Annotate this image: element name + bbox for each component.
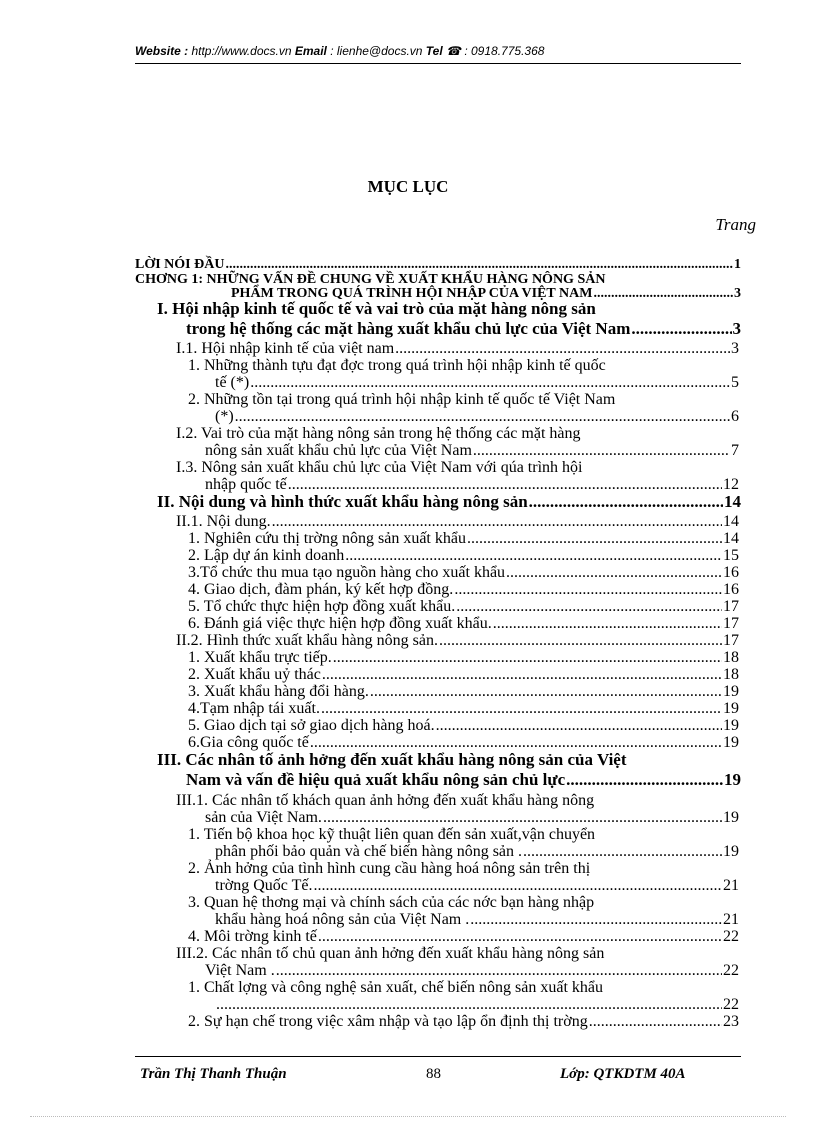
toc-entry[interactable]: 1. Tiến bộ khoa học kỹ thuật liên quan đến sản xuất,vận chuyển bbox=[188, 826, 596, 843]
toc-entry[interactable]: Nam và vấn đề hiệu quả xuất khẩu nông sản chủ lực ..... 19 bbox=[186, 771, 741, 788]
footer-class: Lớp: QTKDTM 40A bbox=[560, 1066, 686, 1082]
toc-entry[interactable]: 3. Quan hệ thơng mại và chính sách của các nớc bạn hàng nhập bbox=[188, 894, 595, 911]
footer-author: Trần Thị Thanh Thuận bbox=[140, 1066, 287, 1082]
toc-entry[interactable]: 2. Những tồn tại trong quá trình hội nhập kinh tế quốc tế Việt Nam bbox=[188, 391, 616, 408]
toc-entry[interactable]: nông sản xuất khẩu chủ lực của Việt Nam ..... 7 bbox=[205, 442, 739, 459]
page-column-label: Trang bbox=[715, 215, 756, 234]
toc-entry[interactable]: tế (*) ..... 5 bbox=[215, 374, 739, 391]
page-bottom-divider bbox=[30, 1116, 786, 1117]
toc-entry[interactable]: II. Nội dung và hình thức xuất khẩu hàng nông sản ..... 14 bbox=[157, 493, 741, 510]
toc-entry[interactable]: 3.Tổ chức thu mua tạo nguồn hàng cho xuất khẩu ..... 16 bbox=[188, 564, 739, 581]
toc-entry[interactable]: I.2. Vai trò của mặt hàng nông sản trong hệ thống các mặt hàng bbox=[176, 425, 581, 442]
toc-entry[interactable]: 2. Ảnh hởng của tình hình cung cầu hàng hoá nông sản trên thị bbox=[188, 860, 591, 877]
website-label: Website : bbox=[135, 44, 189, 58]
toc-entry[interactable]: sản của Việt Nam. ..... 19 bbox=[205, 809, 739, 826]
tel-label: Tel bbox=[425, 44, 443, 58]
email-label: Email bbox=[294, 44, 327, 58]
toc-entry[interactable]: I.1. Hội nhập kinh tế của việt nam ..... 3 bbox=[176, 340, 739, 357]
toc-entry[interactable]: 5. Tổ chức thực hiện hợp đồng xuất khẩu. ..... 17 bbox=[188, 598, 739, 615]
toc-entry[interactable]: khẩu hàng hoá nông sản của Việt Nam . ..... 21 bbox=[215, 911, 739, 928]
phone-icon: ☎ bbox=[446, 44, 461, 58]
toc-entry[interactable]: 2. Sự hạn chế trong việc xâm nhập và tạo lập ổn định thị trờng ..... 23 bbox=[188, 1013, 739, 1030]
toc-entry[interactable]: PHẨM TRONG QUÁ TRÌNH HỘI NHẬP CỦA VIỆT NAM ..... 3 bbox=[231, 285, 741, 302]
toc-entry[interactable]: 6. Đánh giá việc thực hiện hợp đồng xuất khẩu. ..... 17 bbox=[188, 615, 739, 632]
toc-entry[interactable]: 5. Giao dịch tại sở giao dịch hàng hoá. ..... 19 bbox=[188, 717, 739, 734]
footer-page-number: 88 bbox=[426, 1066, 441, 1082]
toc-entry[interactable]: nhập quốc tế ..... 12 bbox=[205, 476, 739, 493]
tel-number: : 0918.775.368 bbox=[464, 44, 545, 58]
toc-entry[interactable]: 4. Giao dịch, đàm phán, ký kết hợp đồng. ..... 16 bbox=[188, 581, 739, 598]
toc-entry[interactable]: LỜI NÓI ĐẦU ..... 1 bbox=[135, 256, 741, 273]
toc-entry[interactable]: II.1. Nội dung. ..... 14 bbox=[176, 513, 739, 530]
footer-rule bbox=[135, 1056, 741, 1057]
toc-entry[interactable]: III. Các nhân tố ảnh hởng đến xuất khẩu hàng nông sản của Việt bbox=[157, 750, 627, 769]
toc-entry[interactable]: 2. Xuất khẩu uỷ thác ..... 18 bbox=[188, 666, 739, 683]
toc-entry[interactable]: I.3. Nông sản xuất khẩu chủ lực của Việt Nam với qúa trình hội bbox=[176, 459, 583, 476]
toc-entry[interactable]: 4.Tạm nhập tái xuất. ..... 19 bbox=[188, 700, 739, 717]
toc-entry[interactable]: 1. Nghiên cứu thị trờng nông sản xuất khẩu ..... 14 bbox=[188, 530, 739, 547]
page-title: MỤC LỤC bbox=[367, 177, 449, 196]
toc-entry[interactable]: CHƠNG 1: NHỮNG VẤN ĐỀ CHUNG VỀ XUẤT KHẨU HÀNG NÔNG SẢN bbox=[135, 272, 606, 287]
toc-entry[interactable]: 2. Lập dự án kinh doanh ..... 15 bbox=[188, 547, 739, 564]
toc-entry[interactable]: 4. Môi trờng kinh tế ..... 22 bbox=[188, 928, 739, 945]
toc-entry[interactable]: 1. Xuất khẩu trực tiếp. ..... 18 bbox=[188, 649, 739, 666]
email-address[interactable]: : lienhe@docs.vn bbox=[330, 44, 423, 58]
toc-entry[interactable]: Việt Nam . ..... 22 bbox=[205, 962, 739, 979]
toc-entry[interactable]: ..... 22 bbox=[215, 996, 739, 1013]
toc-entry[interactable]: III.1. Các nhân tố khách quan ảnh hởng đến xuất khẩu hàng nông bbox=[176, 792, 595, 809]
toc-entry[interactable]: II.2. Hình thức xuất khẩu hàng nông sản. ..... 17 bbox=[176, 632, 739, 649]
toc-entry[interactable]: trờng Quốc Tế. ..... 21 bbox=[215, 877, 739, 894]
toc-entry[interactable]: 1. Chất lợng và công nghệ sản xuất, chế biến nông sản xuất khẩu bbox=[188, 979, 604, 996]
toc-entry[interactable]: 3. Xuất khẩu hàng đổi hàng. ..... 19 bbox=[188, 683, 739, 700]
toc-entry[interactable]: (*) ..... 6 bbox=[215, 408, 739, 425]
website-url[interactable]: http://www.docs.vn bbox=[191, 44, 292, 58]
toc-entry[interactable]: I. Hội nhập kinh tế quốc tế và vai trò của mặt hàng nông sản bbox=[157, 299, 596, 318]
toc-entry[interactable]: III.2. Các nhân tố chủ quan ảnh hởng đến xuất khẩu hàng nông sản bbox=[176, 945, 605, 962]
toc-entry[interactable]: 6.Gia công quốc tế ..... 19 bbox=[188, 734, 739, 751]
toc-entry[interactable]: trong hệ thống các mặt hàng xuất khẩu chủ lực của Việt Nam ..... 3 bbox=[186, 320, 741, 337]
toc-entry[interactable]: phân phối bảo quản và chế biến hàng nông sản . ..... 19 bbox=[215, 843, 739, 860]
toc-entry[interactable]: 1. Những thành tựu đạt đợc trong quá trình hội nhập kinh tế quốc bbox=[188, 357, 606, 374]
